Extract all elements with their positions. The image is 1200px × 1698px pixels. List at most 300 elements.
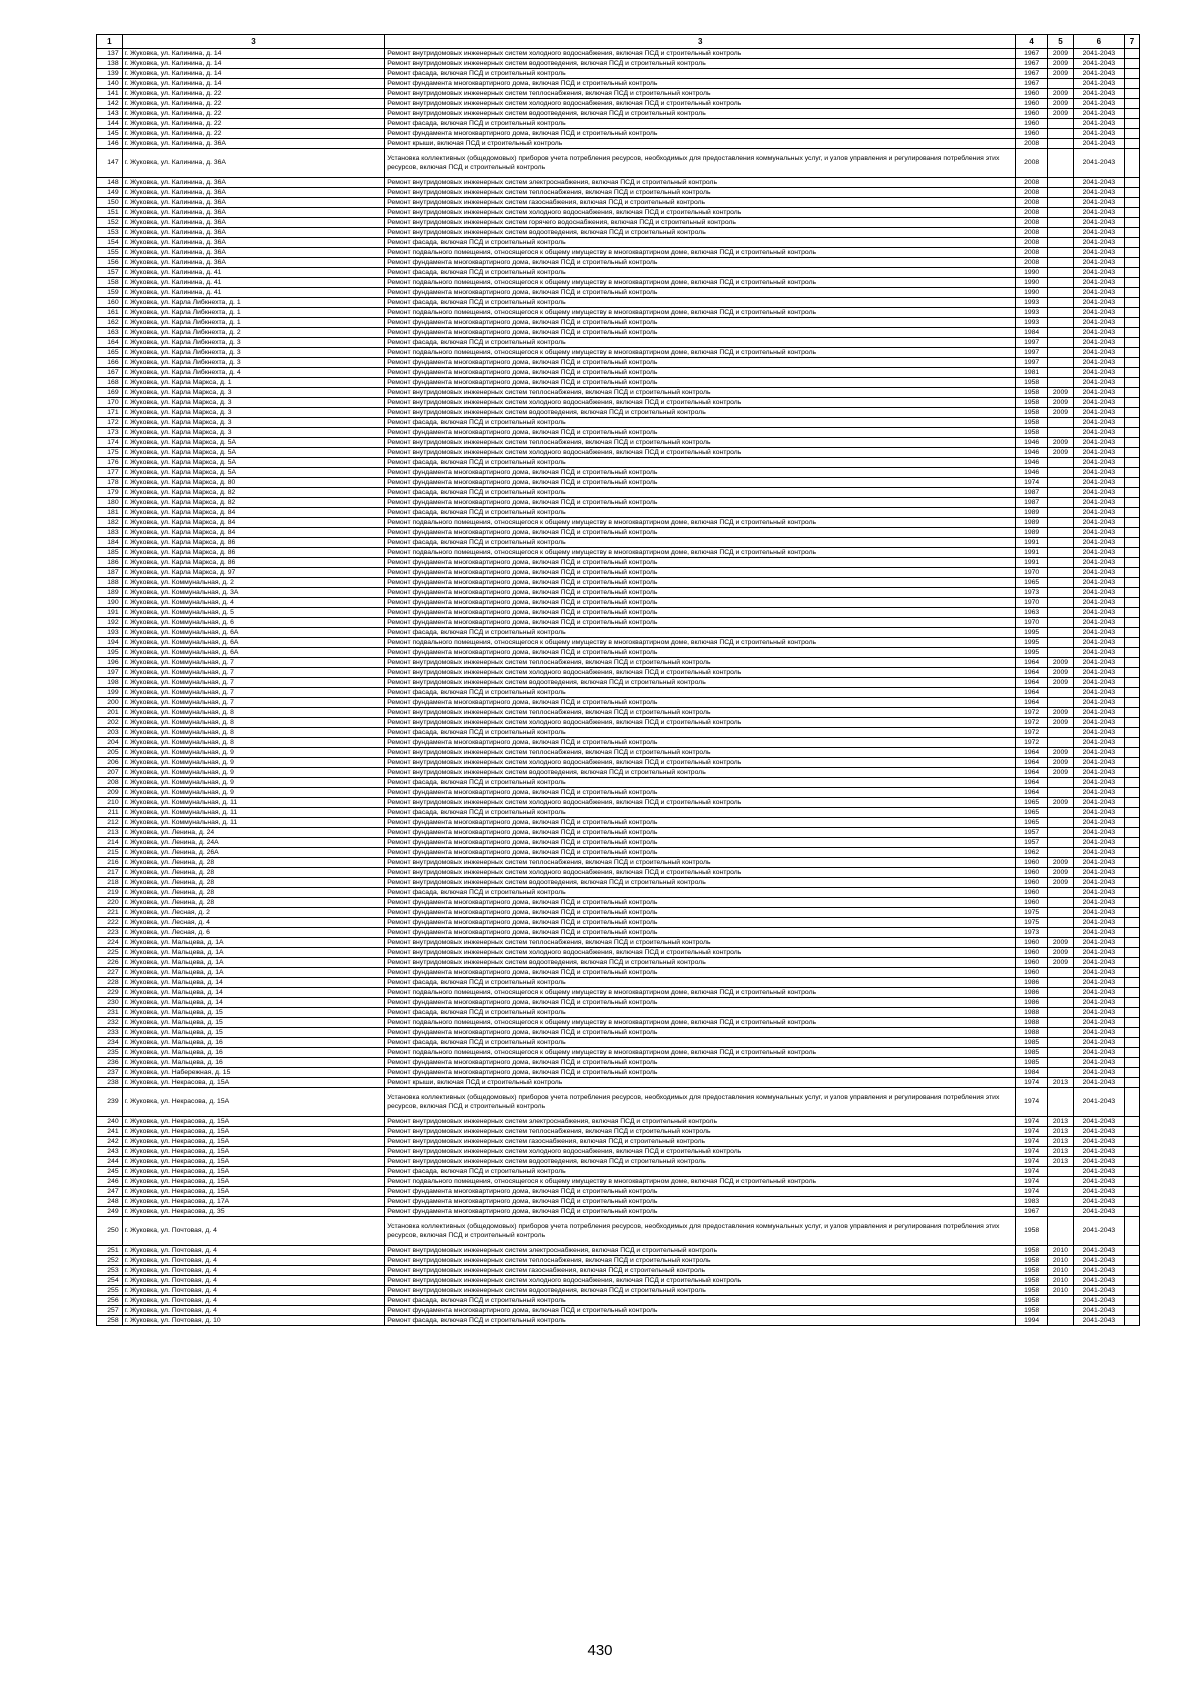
row-number: 166 <box>97 358 123 368</box>
table-row <box>97 838 1140 848</box>
table-row <box>97 788 1140 798</box>
address-cell: г. Жуковка, ул. Некрасова, д. 15А <box>122 1157 385 1167</box>
work-type-cell: Ремонт подвального помещения, относящегося к общему имуществу в многоквартирном доме, включая ПСД и строительный контроль <box>385 518 1016 528</box>
table-row <box>97 998 1140 1008</box>
empty-cell <box>1125 898 1140 908</box>
work-type-cell: Ремонт внутридомовых инженерных систем теплоснабжения, включая ПСД и строительный контроль <box>385 658 1016 668</box>
empty-cell <box>1125 618 1140 628</box>
last-repair-year-cell: 2009 <box>1048 678 1074 688</box>
work-type-cell: Ремонт внутридомовых инженерных систем горячего водоснабжения, включая ПСД и строительный контроль <box>385 218 1016 228</box>
table-row <box>97 1266 1140 1276</box>
header-col-1: 1 <box>97 35 123 49</box>
last-repair-year-cell <box>1048 788 1074 798</box>
table-row <box>97 698 1140 708</box>
last-repair-year-cell <box>1048 518 1074 528</box>
build-year-cell: 1960 <box>1016 938 1048 948</box>
planned-period-cell: 2041-2043 <box>1073 438 1124 448</box>
planned-period-cell: 2041-2043 <box>1073 258 1124 268</box>
work-type-cell: Ремонт фундамента многоквартирного дома, включая ПСД и строительный контроль <box>385 558 1016 568</box>
table-row <box>97 818 1140 828</box>
work-type-cell: Ремонт фасада, включая ПСД и строительный контроль <box>385 888 1016 898</box>
row-number: 161 <box>97 308 123 318</box>
work-type-cell: Ремонт внутридомовых инженерных систем теплоснабжения, включая ПСД и строительный контроль <box>385 938 1016 948</box>
work-type-cell: Ремонт внутридомовых инженерных систем электроснабжения, включая ПСД и строительный контроль <box>385 1117 1016 1127</box>
work-type-cell: Ремонт внутридомовых инженерных систем теплоснабжения, включая ПСД и строительный контроль <box>385 708 1016 718</box>
work-type-cell: Ремонт фундамента многоквартирного дома, включая ПСД и строительный контроль <box>385 698 1016 708</box>
build-year-cell: 1989 <box>1016 508 1048 518</box>
address-cell: г. Жуковка, ул. Карла Маркса, д. 84 <box>122 528 385 538</box>
build-year-cell: 1964 <box>1016 748 1048 758</box>
row-number: 163 <box>97 328 123 338</box>
last-repair-year-cell <box>1048 288 1074 298</box>
work-type-cell: Ремонт внутридомовых инженерных систем холодного водоснабжения, включая ПСД и строительный контроль <box>385 668 1016 678</box>
build-year-cell: 1960 <box>1016 898 1048 908</box>
work-type-cell: Ремонт внутридомовых инженерных систем холодного водоснабжения, включая ПСД и строительный контроль <box>385 1147 1016 1157</box>
row-number: 244 <box>97 1157 123 1167</box>
row-number: 252 <box>97 1256 123 1266</box>
last-repair-year-cell: 2009 <box>1048 718 1074 728</box>
empty-cell <box>1125 408 1140 418</box>
row-number: 152 <box>97 218 123 228</box>
table-row <box>97 418 1140 428</box>
address-cell: г. Жуковка, ул. Коммунальная, д. 6А <box>122 648 385 658</box>
empty-cell <box>1125 798 1140 808</box>
build-year-cell: 1991 <box>1016 548 1048 558</box>
build-year-cell: 1995 <box>1016 638 1048 648</box>
table-row <box>97 99 1140 109</box>
last-repair-year-cell <box>1048 1018 1074 1028</box>
build-year-cell: 2008 <box>1016 248 1048 258</box>
build-year-cell: 1995 <box>1016 628 1048 638</box>
address-cell: г. Жуковка, ул. Коммунальная, д. 4 <box>122 598 385 608</box>
table-row <box>97 178 1140 188</box>
empty-cell <box>1125 358 1140 368</box>
empty-cell <box>1125 218 1140 228</box>
build-year-cell: 2008 <box>1016 258 1048 268</box>
last-repair-year-cell: 2009 <box>1048 858 1074 868</box>
empty-cell <box>1125 338 1140 348</box>
last-repair-year-cell <box>1048 228 1074 238</box>
row-number: 245 <box>97 1167 123 1177</box>
table-row <box>97 938 1140 948</box>
work-type-cell: Ремонт внутридомовых инженерных систем теплоснабжения, включая ПСД и строительный контроль <box>385 188 1016 198</box>
header-col-3: 3 <box>385 35 1016 49</box>
row-number: 150 <box>97 198 123 208</box>
last-repair-year-cell: 2009 <box>1048 938 1074 948</box>
empty-cell <box>1125 518 1140 528</box>
last-repair-year-cell <box>1048 638 1074 648</box>
planned-period-cell: 2041-2043 <box>1073 238 1124 248</box>
planned-period-cell: 2041-2043 <box>1073 988 1124 998</box>
build-year-cell: 1958 <box>1016 1256 1048 1266</box>
empty-cell <box>1125 608 1140 618</box>
build-year-cell: 1946 <box>1016 468 1048 478</box>
address-cell: г. Жуковка, ул. Калинина, д. 36А <box>122 228 385 238</box>
work-type-cell: Ремонт фундамента многоквартирного дома, включая ПСД и строительный контроль <box>385 1187 1016 1197</box>
address-cell: г. Жуковка, ул. Почтовая, д. 4 <box>122 1296 385 1306</box>
planned-period-cell: 2041-2043 <box>1073 268 1124 278</box>
row-number: 144 <box>97 119 123 129</box>
work-type-cell: Ремонт внутридомовых инженерных систем теплоснабжения, включая ПСД и строительный контроль <box>385 89 1016 99</box>
empty-cell <box>1125 1167 1140 1177</box>
table-row <box>97 258 1140 268</box>
empty-cell <box>1125 1286 1140 1296</box>
address-cell: г. Жуковка, ул. Мальцева, д. 14 <box>122 978 385 988</box>
last-repair-year-cell <box>1048 528 1074 538</box>
planned-period-cell: 2041-2043 <box>1073 898 1124 908</box>
last-repair-year-cell: 2013 <box>1048 1117 1074 1127</box>
planned-period-cell: 2041-2043 <box>1073 109 1124 119</box>
table-row <box>97 1058 1140 1068</box>
table-row <box>97 468 1140 478</box>
last-repair-year-cell <box>1048 738 1074 748</box>
build-year-cell: 1985 <box>1016 1038 1048 1048</box>
last-repair-year-cell <box>1048 648 1074 658</box>
planned-period-cell: 2041-2043 <box>1073 658 1124 668</box>
row-number: 205 <box>97 748 123 758</box>
work-type-cell: Ремонт фасада, включая ПСД и строительный контроль <box>385 1296 1016 1306</box>
row-number: 215 <box>97 848 123 858</box>
table-row <box>97 798 1140 808</box>
address-cell: г. Жуковка, ул. Ленина, д. 28 <box>122 868 385 878</box>
build-year-cell: 1986 <box>1016 978 1048 988</box>
table-row <box>97 558 1140 568</box>
row-number: 174 <box>97 438 123 448</box>
build-year-cell: 1958 <box>1016 1276 1048 1286</box>
table-row <box>97 1127 1140 1137</box>
last-repair-year-cell: 2010 <box>1048 1246 1074 1256</box>
planned-period-cell: 2041-2043 <box>1073 728 1124 738</box>
empty-cell <box>1125 558 1140 568</box>
work-type-cell: Ремонт фундамента многоквартирного дома, включая ПСД и строительный контроль <box>385 1197 1016 1207</box>
planned-period-cell: 2041-2043 <box>1073 448 1124 458</box>
empty-cell <box>1125 758 1140 768</box>
row-number: 168 <box>97 378 123 388</box>
empty-cell <box>1125 278 1140 288</box>
empty-cell <box>1125 1127 1140 1137</box>
planned-period-cell: 2041-2043 <box>1073 1038 1124 1048</box>
row-number: 186 <box>97 558 123 568</box>
build-year-cell: 1958 <box>1016 418 1048 428</box>
address-cell: г. Жуковка, ул. Калинина, д. 41 <box>122 278 385 288</box>
work-type-cell: Ремонт фасада, включая ПСД и строительный контроль <box>385 1316 1016 1326</box>
table-row <box>97 568 1140 578</box>
row-number: 193 <box>97 628 123 638</box>
planned-period-cell: 2041-2043 <box>1073 378 1124 388</box>
last-repair-year-cell: 2013 <box>1048 1147 1074 1157</box>
address-cell: г. Жуковка, ул. Карла Либкнехта, д. 3 <box>122 338 385 348</box>
row-number: 239 <box>97 1088 123 1117</box>
planned-period-cell: 2041-2043 <box>1073 498 1124 508</box>
planned-period-cell: 2041-2043 <box>1073 1187 1124 1197</box>
empty-cell <box>1125 888 1140 898</box>
table-row <box>97 388 1140 398</box>
build-year-cell: 1989 <box>1016 518 1048 528</box>
address-cell: г. Жуковка, ул. Некрасова, д. 15А <box>122 1147 385 1157</box>
address-cell: г. Жуковка, ул. Карла Маркса, д. 3 <box>122 408 385 418</box>
row-number: 227 <box>97 968 123 978</box>
row-number: 147 <box>97 149 123 178</box>
row-number: 154 <box>97 238 123 248</box>
last-repair-year-cell <box>1048 578 1074 588</box>
address-cell: г. Жуковка, ул. Некрасова, д. 15А <box>122 1088 385 1117</box>
planned-period-cell: 2041-2043 <box>1073 398 1124 408</box>
planned-period-cell: 2041-2043 <box>1073 838 1124 848</box>
address-cell: г. Жуковка, ул. Коммунальная, д. 11 <box>122 818 385 828</box>
work-type-cell: Ремонт фундамента многоквартирного дома, включая ПСД и строительный контроль <box>385 968 1016 978</box>
row-number: 220 <box>97 898 123 908</box>
planned-period-cell: 2041-2043 <box>1073 568 1124 578</box>
build-year-cell: 1997 <box>1016 338 1048 348</box>
table-row <box>97 708 1140 718</box>
work-type-cell: Ремонт внутридомовых инженерных систем холодного водоснабжения, включая ПСД и строительный контроль <box>385 398 1016 408</box>
empty-cell <box>1125 908 1140 918</box>
empty-cell <box>1125 69 1140 79</box>
empty-cell <box>1125 698 1140 708</box>
address-cell: г. Жуковка, ул. Калинина, д. 22 <box>122 129 385 139</box>
address-cell: г. Жуковка, ул. Некрасова, д. 15А <box>122 1117 385 1127</box>
address-cell: г. Жуковка, ул. Карла Либкнехта, д. 1 <box>122 318 385 328</box>
last-repair-year-cell <box>1048 988 1074 998</box>
address-cell: г. Жуковка, ул. Карла Маркса, д. 97 <box>122 568 385 578</box>
table-row <box>97 678 1140 688</box>
address-cell: г. Жуковка, ул. Калинина, д. 14 <box>122 79 385 89</box>
planned-period-cell: 2041-2043 <box>1073 848 1124 858</box>
empty-cell <box>1125 998 1140 1008</box>
row-number: 226 <box>97 958 123 968</box>
build-year-cell: 2008 <box>1016 198 1048 208</box>
repair-schedule-table <box>96 34 1140 1326</box>
table-row <box>97 918 1140 928</box>
work-type-cell: Ремонт фундамента многоквартирного дома, включая ПСД и строительный контроль <box>385 648 1016 658</box>
empty-cell <box>1125 1058 1140 1068</box>
table-row <box>97 119 1140 129</box>
table-row <box>97 878 1140 888</box>
row-number: 184 <box>97 538 123 548</box>
empty-cell <box>1125 1207 1140 1217</box>
build-year-cell: 1987 <box>1016 488 1048 498</box>
row-number: 171 <box>97 408 123 418</box>
table-row <box>97 89 1140 99</box>
planned-period-cell: 2041-2043 <box>1073 298 1124 308</box>
build-year-cell: 1960 <box>1016 958 1048 968</box>
table-row <box>97 268 1140 278</box>
build-year-cell: 1965 <box>1016 578 1048 588</box>
planned-period-cell: 2041-2043 <box>1073 89 1124 99</box>
table-row <box>97 59 1140 69</box>
empty-cell <box>1125 388 1140 398</box>
row-number: 238 <box>97 1078 123 1088</box>
address-cell: г. Жуковка, ул. Почтовая, д. 4 <box>122 1246 385 1256</box>
planned-period-cell: 2041-2043 <box>1073 218 1124 228</box>
last-repair-year-cell <box>1048 458 1074 468</box>
row-number: 235 <box>97 1048 123 1058</box>
planned-period-cell: 2041-2043 <box>1073 1306 1124 1316</box>
build-year-cell: 1986 <box>1016 998 1048 1008</box>
row-number: 257 <box>97 1306 123 1316</box>
last-repair-year-cell <box>1048 1008 1074 1018</box>
empty-cell <box>1125 588 1140 598</box>
empty-cell <box>1125 748 1140 758</box>
last-repair-year-cell <box>1048 838 1074 848</box>
empty-cell <box>1125 228 1140 238</box>
planned-period-cell: 2041-2043 <box>1073 129 1124 139</box>
empty-cell <box>1125 708 1140 718</box>
last-repair-year-cell: 2013 <box>1048 1078 1074 1088</box>
row-number: 178 <box>97 478 123 488</box>
empty-cell <box>1125 728 1140 738</box>
empty-cell <box>1125 298 1140 308</box>
work-type-cell: Ремонт фасада, включая ПСД и строительный контроль <box>385 488 1016 498</box>
planned-period-cell: 2041-2043 <box>1073 818 1124 828</box>
work-type-cell: Ремонт фундамента многоквартирного дома, включая ПСД и строительный контроль <box>385 79 1016 89</box>
address-cell: г. Жуковка, ул. Почтовая, д. 4 <box>122 1217 385 1246</box>
last-repair-year-cell <box>1048 378 1074 388</box>
build-year-cell: 1985 <box>1016 1058 1048 1068</box>
empty-cell <box>1125 738 1140 748</box>
build-year-cell: 1960 <box>1016 109 1048 119</box>
last-repair-year-cell <box>1048 1177 1074 1187</box>
last-repair-year-cell <box>1048 488 1074 498</box>
empty-cell <box>1125 668 1140 678</box>
build-year-cell: 1974 <box>1016 1117 1048 1127</box>
empty-cell <box>1125 988 1140 998</box>
last-repair-year-cell <box>1048 129 1074 139</box>
planned-period-cell: 2041-2043 <box>1073 808 1124 818</box>
address-cell: г. Жуковка, ул. Почтовая, д. 4 <box>122 1266 385 1276</box>
table-row <box>97 348 1140 358</box>
planned-period-cell: 2041-2043 <box>1073 149 1124 178</box>
table-row <box>97 688 1140 698</box>
planned-period-cell: 2041-2043 <box>1073 788 1124 798</box>
row-number: 183 <box>97 528 123 538</box>
empty-cell <box>1125 778 1140 788</box>
table-row <box>97 1316 1140 1326</box>
build-year-cell: 1946 <box>1016 458 1048 468</box>
table-row <box>97 378 1140 388</box>
last-repair-year-cell: 2009 <box>1048 868 1074 878</box>
work-type-cell: Ремонт фундамента многоквартирного дома, включая ПСД и строительный контроль <box>385 528 1016 538</box>
build-year-cell: 1960 <box>1016 119 1048 129</box>
empty-cell <box>1125 858 1140 868</box>
build-year-cell: 1997 <box>1016 358 1048 368</box>
planned-period-cell: 2041-2043 <box>1073 1008 1124 1018</box>
last-repair-year-cell <box>1048 808 1074 818</box>
row-number: 249 <box>97 1207 123 1217</box>
last-repair-year-cell: 2009 <box>1048 59 1074 69</box>
empty-cell <box>1125 418 1140 428</box>
address-cell: г. Жуковка, ул. Мальцева, д. 1А <box>122 958 385 968</box>
build-year-cell: 1964 <box>1016 778 1048 788</box>
header-col-5: 5 <box>1048 35 1074 49</box>
address-cell: г. Жуковка, ул. Мальцева, д. 14 <box>122 988 385 998</box>
last-repair-year-cell <box>1048 1306 1074 1316</box>
address-cell: г. Жуковка, ул. Почтовая, д. 4 <box>122 1256 385 1266</box>
work-type-cell: Ремонт фундамента многоквартирного дома, включая ПСД и строительный контроль <box>385 828 1016 838</box>
last-repair-year-cell <box>1048 588 1074 598</box>
empty-cell <box>1125 1187 1140 1197</box>
row-number: 177 <box>97 468 123 478</box>
planned-period-cell: 2041-2043 <box>1073 858 1124 868</box>
table-row <box>97 1197 1140 1207</box>
work-type-cell: Ремонт внутридомовых инженерных систем теплоснабжения, включая ПСД и строительный контроль <box>385 858 1016 868</box>
last-repair-year-cell <box>1048 308 1074 318</box>
empty-cell <box>1125 488 1140 498</box>
table-row <box>97 248 1140 258</box>
row-number: 190 <box>97 598 123 608</box>
table-row <box>97 1147 1140 1157</box>
address-cell: г. Жуковка, ул. Некрасова, д. 15А <box>122 1078 385 1088</box>
build-year-cell: 1957 <box>1016 838 1048 848</box>
build-year-cell: 1964 <box>1016 768 1048 778</box>
row-number: 201 <box>97 708 123 718</box>
row-number: 156 <box>97 258 123 268</box>
last-repair-year-cell: 2009 <box>1048 388 1074 398</box>
build-year-cell: 1958 <box>1016 1246 1048 1256</box>
planned-period-cell: 2041-2043 <box>1073 1266 1124 1276</box>
address-cell: г. Жуковка, ул. Карла Маркса, д. 5А <box>122 448 385 458</box>
row-number: 217 <box>97 868 123 878</box>
address-cell: г. Жуковка, ул. Карла Маркса, д. 3 <box>122 388 385 398</box>
empty-cell <box>1125 568 1140 578</box>
planned-period-cell: 2041-2043 <box>1073 938 1124 948</box>
last-repair-year-cell <box>1048 898 1074 908</box>
address-cell: г. Жуковка, ул. Карла Либкнехта, д. 4 <box>122 368 385 378</box>
build-year-cell: 1991 <box>1016 558 1048 568</box>
work-type-cell: Ремонт внутридомовых инженерных систем теплоснабжения, включая ПСД и строительный контроль <box>385 748 1016 758</box>
row-number: 233 <box>97 1028 123 1038</box>
work-type-cell: Ремонт фундамента многоквартирного дома, включая ПСД и строительный контроль <box>385 1058 1016 1068</box>
build-year-cell: 1962 <box>1016 848 1048 858</box>
row-number: 240 <box>97 1117 123 1127</box>
build-year-cell: 1967 <box>1016 79 1048 89</box>
address-cell: г. Жуковка, ул. Набережная, д. 15 <box>122 1068 385 1078</box>
table-row <box>97 1157 1140 1167</box>
address-cell: г. Жуковка, ул. Калинина, д. 36А <box>122 149 385 178</box>
planned-period-cell: 2041-2043 <box>1073 958 1124 968</box>
address-cell: г. Жуковка, ул. Калинина, д. 36А <box>122 218 385 228</box>
empty-cell <box>1125 1296 1140 1306</box>
row-number: 198 <box>97 678 123 688</box>
last-repair-year-cell: 2009 <box>1048 668 1074 678</box>
table-row <box>97 738 1140 748</box>
build-year-cell: 1972 <box>1016 738 1048 748</box>
address-cell: г. Жуковка, ул. Карла Маркса, д. 86 <box>122 558 385 568</box>
row-number: 251 <box>97 1246 123 1256</box>
work-type-cell: Ремонт внутридомовых инженерных систем водоотведения, включая ПСД и строительный контроль <box>385 1157 1016 1167</box>
planned-period-cell: 2041-2043 <box>1073 248 1124 258</box>
row-number: 145 <box>97 129 123 139</box>
empty-cell <box>1125 238 1140 248</box>
last-repair-year-cell <box>1048 728 1074 738</box>
last-repair-year-cell: 2013 <box>1048 1127 1074 1137</box>
address-cell: г. Жуковка, ул. Некрасова, д. 15А <box>122 1187 385 1197</box>
last-repair-year-cell <box>1048 848 1074 858</box>
empty-cell <box>1125 918 1140 928</box>
last-repair-year-cell: 2009 <box>1048 798 1074 808</box>
table-row <box>97 588 1140 598</box>
work-type-cell: Ремонт фундамента многоквартирного дома, включая ПСД и строительный контроль <box>385 1068 1016 1078</box>
work-type-cell: Ремонт фасада, включая ПСД и строительный контроль <box>385 538 1016 548</box>
build-year-cell: 1972 <box>1016 708 1048 718</box>
build-year-cell: 1960 <box>1016 99 1048 109</box>
last-repair-year-cell <box>1048 1058 1074 1068</box>
work-type-cell: Ремонт внутридомовых инженерных систем холодного водоснабжения, включая ПСД и строительный контроль <box>385 208 1016 218</box>
table-row <box>97 1068 1140 1078</box>
last-repair-year-cell <box>1048 1088 1074 1117</box>
table-row <box>97 908 1140 918</box>
row-number: 214 <box>97 838 123 848</box>
